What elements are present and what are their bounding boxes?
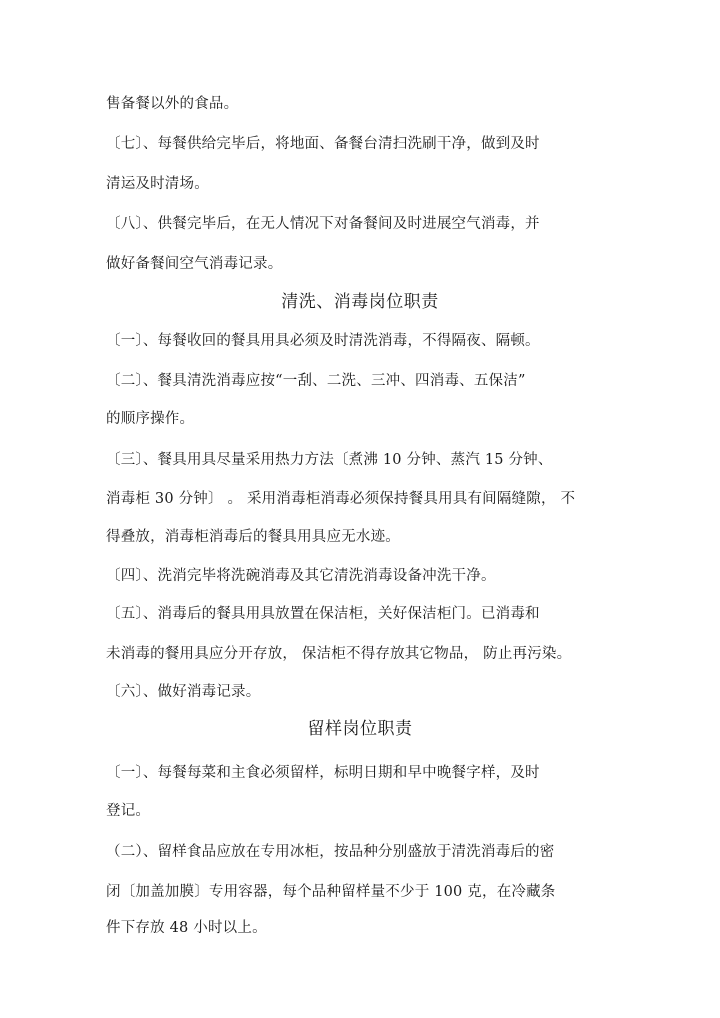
paragraph-line: 〔一〕、每餐每菜和主食必须留样，标明日期和早中晚餐字样，及时 [106,765,540,781]
paragraph-line: 得叠放，消毒柜消毒后的餐具用具应无水迹。 [106,529,400,545]
paragraph-line: 〔二〕、餐具清洗消毒应按“一刮、二洗、三冲、四消毒、五保洁” [106,373,526,389]
paragraph-line: 未消毒的餐用具应分开存放， 保洁柜不得存放其它物品， 防止再污染。 [106,646,572,662]
section-heading-cleaning: 清洗、消毒岗位职责 [281,292,439,312]
paragraph-line: 做好备餐间空气消毒记录。 [106,256,283,272]
paragraph-line: 闭〔加盖加膜〕专用容器，每个品种留样量不少于 100 克，在冷藏条 [106,884,556,900]
paragraph-line: 〔四〕、洗消完毕将洗碗消毒及其它清洗消毒设备冲洗干净。 [106,568,496,584]
paragraph-line: 的顺序操作。 [106,411,195,427]
paragraph-line: 〔七〕、每餐供给完毕后，将地面、备餐台清扫洗刷干净，做到及时 [106,136,540,152]
paragraph-line: 售备餐以外的食品。 [106,96,239,112]
paragraph-line: 〔六〕、做好消毒记录。 [106,684,261,700]
paragraph-line: 消毒柜 30 分钟〕 。 采用消毒柜消毒必须保持餐具用具有间隔缝隙， 不 [106,491,576,507]
paragraph-line: 〔一〕、每餐收回的餐具用具必须及时清洗消毒，不得隔夜、隔顿。 [106,333,540,349]
paragraph-line: 清运及时清场。 [106,176,209,192]
paragraph-line: 〔八〕、供餐完毕后，在无人情况下对备餐间及时进展空气消毒，并 [106,216,540,232]
paragraph-line: 〔三〕、餐具用具尽量采用热力方法〔煮沸 10 分钟、蒸汽 15 分钟、 [106,452,553,468]
section-heading-sample: 留样岗位职责 [307,719,413,739]
paragraph-line: 〔五〕、消毒后的餐具用具放置在保洁柜，关好保洁柜门。已消毒和 [106,606,540,622]
paragraph-line: 件下存放 48 小时以上。 [106,920,267,936]
paragraph-line: （二）、留样食品应放在专用冰柜，按品种分别盛放于清洗消毒后的密 [106,844,555,860]
paragraph-line: 登记。 [106,803,151,819]
